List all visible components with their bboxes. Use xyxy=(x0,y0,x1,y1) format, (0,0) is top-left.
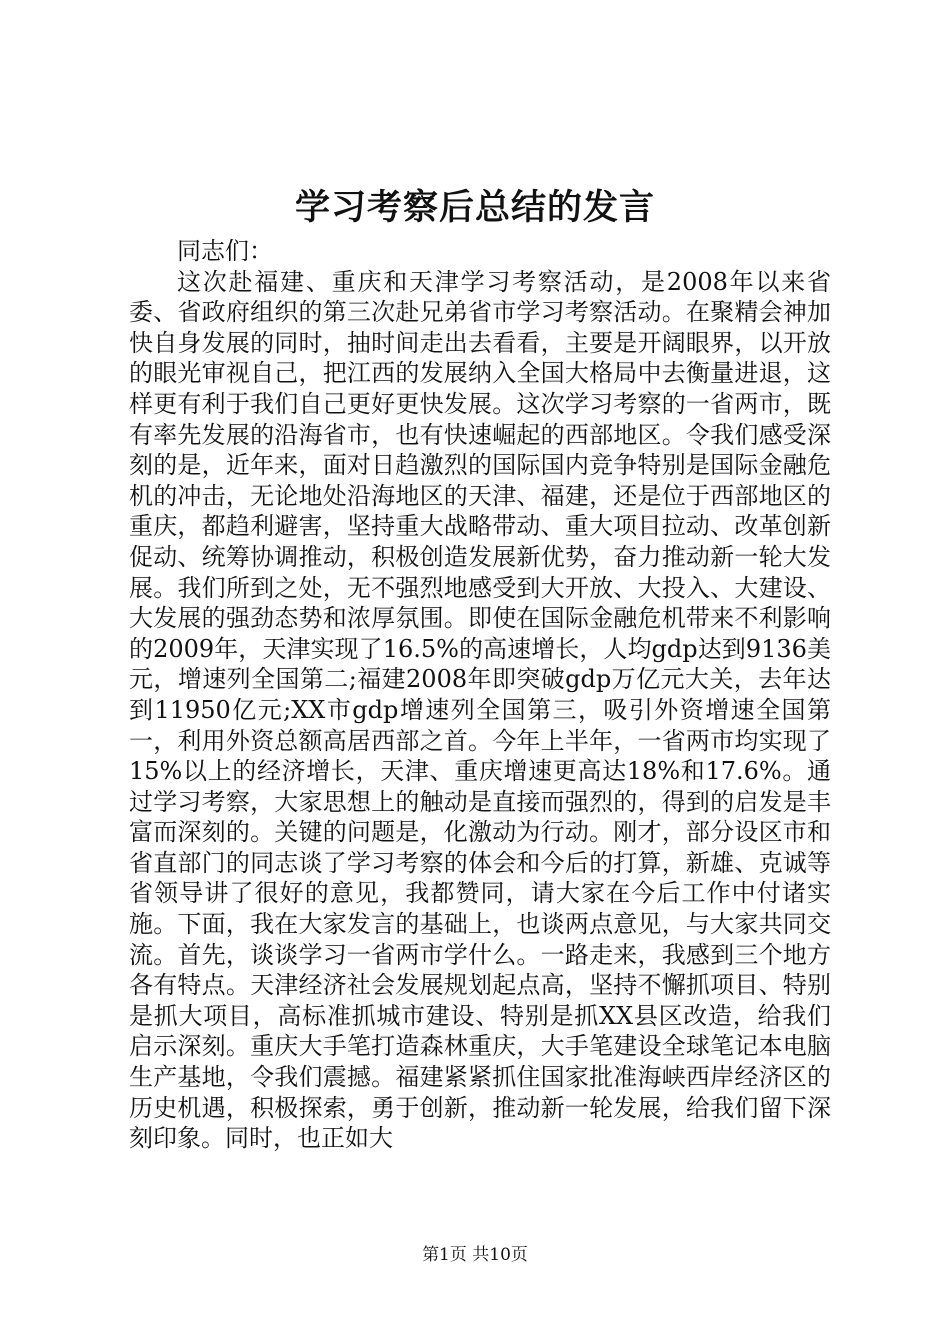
body-paragraph: 这次赴福建、重庆和天津学习考察活动，是2008年以来省委、省政府组织的第三次赴兄弟省市学习考察活动。在聚精会神加快自身发展的同时，抽时间走出去看看，主要是开阔眼界，以开放的眼光审视自己，把江西的发展纳入全国大格局中去衡量进退，这样更有利于我们自己更好更快发展。这次学习考察的一省两市，既有率先发展的沿海省市，也有快速崛起的西部地区。令我们感受深刻的是，近年来，面对日趋激烈的国际国内竞争特别是国际金融危机的冲击，无论地处沿海地区的天津、福建，还是位于西部地区的重庆，都趋利避害，坚持重大战略带动、重大项目拉动、改革创新促动、统筹协调推动，积极创造发展新优势，奋力推动新一轮大发展。我们所到之处，无不强烈地感受到大开放、大投入、大建设、大发展的强劲态势和浓厚氛围。即使在国际金融危机带来不利影响的2009年，天津实现了16.5%的高速增长，人均gdp达到9136美元，增速列全国第二;福建2008年即突破gdp万亿元大关，去年达到11950亿元;XX市gdp增速列全国第三，吸引外资增速全国第一，利用外资总额高居西部之首。今年上半年，一省两市均实现了15%以上的经济增长，天津、重庆增速更高达18%和17.6%。通过学习考察，大家思想上的触动是直接而强烈的，得到的启发是丰富而深刻的。关键的问题是，化激动为行动。刚才，部分设区市和省直部门的同志谈了学习考察的体会和今后的打算，新雄、克诚等省领导讲了很好的意见，我都赞同，请大家在今后工作中付诸实施。下面，我在大家发言的基础上，也谈两点意见，与大家共同交流。首先，谈谈学习一省两市学什么。一路走来，我感到三个地方各有特点。天津经济社会发展规划起点高，坚持不懈抓项目、特别是抓大项目，高标准抓城市建设、特别是抓XX县区改造，给我们启示深刻。重庆大手笔打造森林重庆，大手笔建设全球笔记本电脑生产基地，令我们震撼。福建紧紧抓住国家批准海峡西岸经济区的历史机遇，积极探索，勇于创新，推动新一轮发展，给我们留下深刻印象。同时，也正如大 xyxy=(129,267,831,1153)
document-body xyxy=(129,236,831,1154)
salutation: 同志们： xyxy=(177,237,273,265)
page-footer: 第1页 共10页 xyxy=(422,1245,528,1265)
document-title: 学习考察后总结的发言 xyxy=(294,187,655,228)
